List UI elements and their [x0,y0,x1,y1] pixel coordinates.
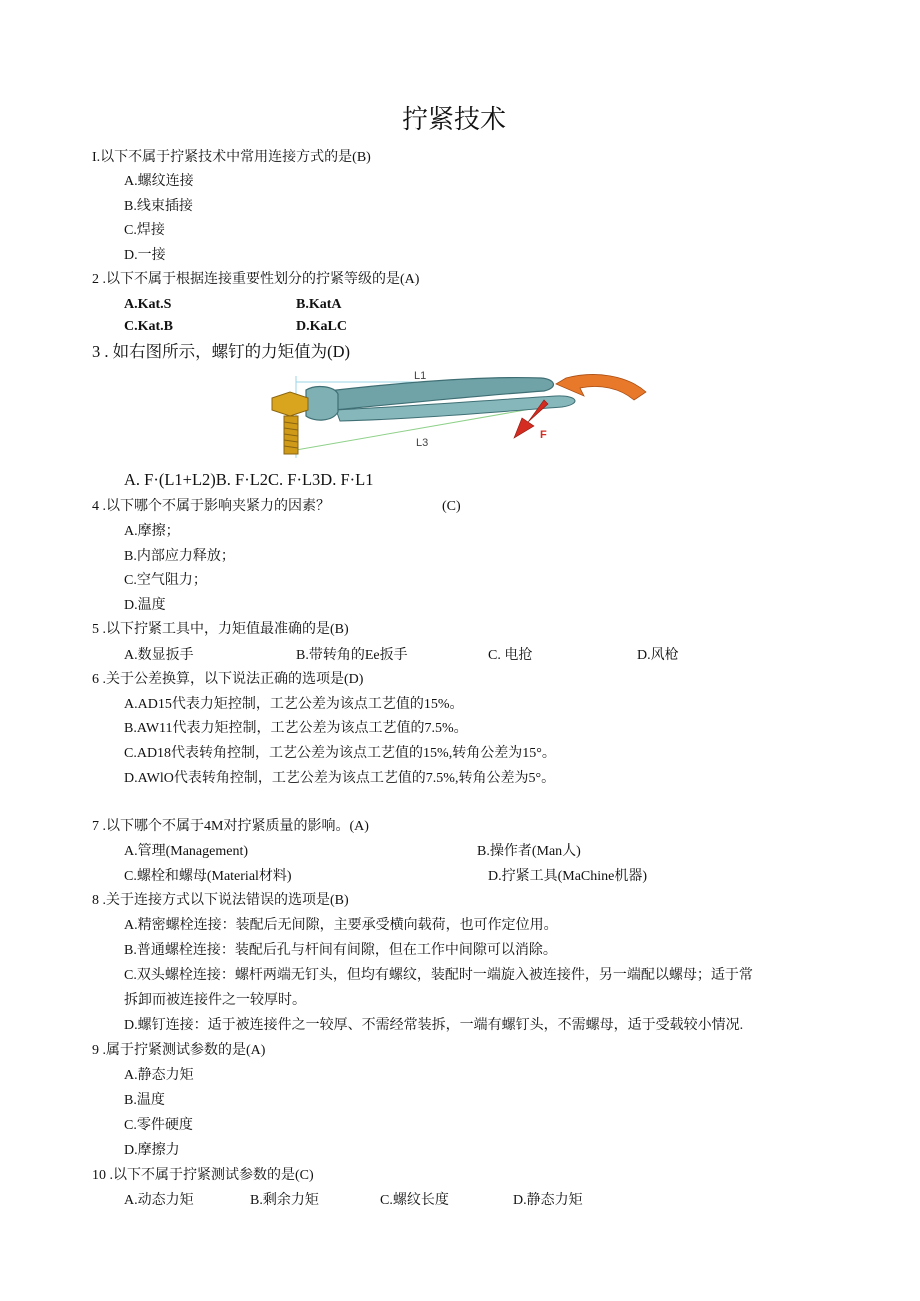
q10-stem: 10 .以下不属于拧紧测试参数的是(C) [92,1168,314,1183]
q6-option-c: C.AD18代表转角控制，工艺公差为该点工艺值的15%,转角公差为15°。 [124,746,556,761]
q4-option-a: A.摩擦； [124,524,180,539]
q5-option-d: D.风枪 [637,648,679,663]
page-title: 拧紧技术 [402,105,507,134]
q9-option-a: A.静态力矩 [124,1068,194,1083]
q3-options: A. F·(L1+L2)B. F·L2C. F·L3D. F·L1 [124,470,374,489]
q7-option-b: B.操作者(Man人) [477,844,581,859]
label-l1: L1 [414,370,427,382]
rotation-arrow [556,374,646,400]
q6-option-d: D.AWlO代表转角控制，工艺公差为该点工艺值的7.5%,转角公差为5°。 [124,771,556,786]
q1-stem: I.以下不属于拧紧技术中常用连接方式的是(B) [92,150,371,165]
q9-option-c: C.零件硬度 [124,1118,193,1133]
q1-option-b: B.线束插接 [124,199,193,214]
q10-option-c: C.螺纹长度 [380,1193,449,1208]
q8-option-c-line2: 拆卸而被连接件之一较厚时。 [124,993,306,1008]
q6-option-b: B.AW11代表力矩控制，工艺公差为该点工艺值的7.5%。 [124,721,468,736]
q2-option-c: C.Kat.B [124,319,173,334]
bolt-head [272,392,308,416]
q10-option-d: D.静态力矩 [513,1193,583,1208]
q4-answer: (C) [442,499,461,514]
q6-stem: 6 .关于公差换算，以下说法正确的选项是(D) [92,672,364,687]
q5-stem: 5 .以下拧紧工具中，力矩值最准确的是(B) [92,622,349,637]
q9-stem: 9 .属于拧紧测试参数的是(A) [92,1043,266,1058]
q9-option-d: D.摩擦力 [124,1143,180,1158]
label-l3: L3 [416,437,429,449]
wrench-head [306,387,338,421]
q8-option-b: B.普通螺栓连接：装配后孔与杆间有间隙，但在工作中间隙可以消除。 [124,943,557,958]
q1-option-d: D.一接 [124,248,166,263]
q8-option-c-line1: C.双头螺栓连接：螺杆两端无钉头，但均有螺纹，装配时一端旋入被连接件，另一端配以螺母；适于常 [124,968,753,983]
q10-option-a: A.动态力矩 [124,1193,194,1208]
q7-stem: 7 .以下哪个不属于4M对拧紧质量的影响。(A) [92,819,369,834]
q6-option-a: A.AD15代表力矩控制，工艺公差为该点工艺值的15%。 [124,697,464,712]
q5-option-b: B.带转角的Ee扳手 [296,648,408,663]
q8-option-d: D.螺钉连接：适于被连接件之一较厚、不需经常装拆，一端有螺钉头，不需螺母，适于受载较小情况. [124,1018,744,1033]
q8-stem: 8 .关于连接方式以下说法错误的选项是(B) [92,893,349,908]
q5-option-a: A.数显扳手 [124,648,194,663]
q5-option-c: C. 电抢 [488,648,533,663]
q3-stem: 3 . 如右图所示，螺钉的力矩值为(D) [92,342,351,361]
q9-option-b: B.温度 [124,1093,165,1108]
q10-option-b: B.剩余力矩 [250,1193,319,1208]
q1-option-a: A.螺纹连接 [124,174,194,189]
q2-option-b: B.KatA [296,297,342,312]
q7-option-d: D.拧紧工具(MaChine机器) [488,869,648,884]
q4-option-b: B.内部应力释放； [124,549,235,564]
wrench-figure [266,366,650,462]
q7-option-c: C.螺栓和螺母(Material材料) [124,869,292,884]
q1-option-c: C.焊接 [124,223,165,238]
label-f: F [540,429,547,441]
q2-stem: 2 .以下不属于根据连接重要性划分的拧紧等级的是(A) [92,272,420,287]
q7-option-a: A.管理(Management) [124,844,249,859]
q2-option-d: D.KaLC [296,319,347,334]
q8-option-a: A.精密螺栓连接：装配后无间隙，主要承受横向载荷，也可作定位用。 [124,918,558,933]
q4-stem: 4 .以下哪个不属于影响夹紧力的因素？ [92,499,330,514]
q4-option-c: C.空气阻力； [124,573,207,588]
q4-option-d: D.温度 [124,598,166,613]
q2-option-a: A.Kat.S [124,297,172,312]
